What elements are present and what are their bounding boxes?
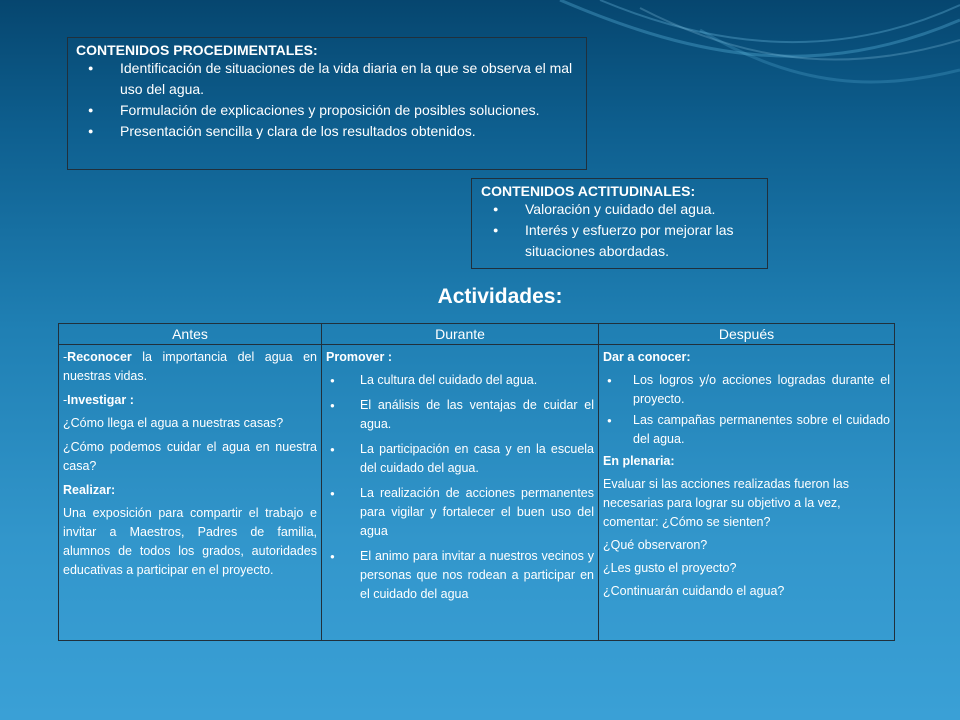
reconocer-text: la importancia del agua en nuestras vidas. <box>63 350 317 383</box>
plenaria-text: Evaluar si las acciones realizadas fueron las necesarias para lograr su objetivo a la vez, comentar: ¿Cómo se sienten? <box>603 477 849 529</box>
header-durante: Durante <box>322 324 599 345</box>
durante-item: ● La participación en casa y en la escuela del cuidado del agua. <box>326 440 594 478</box>
actitudinal-item: ● Interés y esfuerzo por mejorar las situaciones abordadas. <box>481 220 758 262</box>
procedimental-item: ● Presentación sencilla y clara de los resultados obtenidos. <box>76 121 578 142</box>
plenaria-label: En plenaria: <box>603 454 675 468</box>
procedimental-item: ● Identificación de situaciones de la vida diaria en la que se observa el mal uso del agua. <box>76 58 578 100</box>
antes-question: ¿Cómo llega el agua a nuestras casas? <box>63 416 284 430</box>
antes-cell: -Reconocer la importancia del agua en nuestras vidas. -Investigar : ¿Cómo llega el agua a nuestras casas? ¿Cómo podemos cuidar el agua en nuestra casa? Realizar: Una exposición para compartir el trabajo e invitar a Maestros, Padres de familia, alumnos de todos los grados, autoridades educativas a participar en el proyecto. <box>59 345 322 641</box>
durante-cell <box>322 345 599 641</box>
despues-item: ● Los logros y/o acciones logradas durante el proyecto. <box>603 371 890 409</box>
durante-item: ● El animo para invitar a nuestros vecinos y personas que nos rodean a participar en el cuidado del agua <box>326 547 594 604</box>
actividades-heading: Actividades: <box>437 285 563 308</box>
procedimental-item: ● Formulación de explicaciones y proposición de posibles soluciones. <box>76 100 578 121</box>
despues-cell <box>599 345 895 641</box>
antes-question: ¿Cómo podemos cuidar el agua en nuestra casa? <box>63 440 317 473</box>
contenidos-procedimentales-box <box>67 37 587 170</box>
contenidos-actitudinales-box <box>471 178 768 269</box>
dar-a-conocer-label: Dar a conocer: <box>603 350 691 364</box>
reconocer-label: Reconocer <box>67 350 132 364</box>
procedimentales-title: CONTENIDOS PROCEDIMENTALES: <box>76 42 318 58</box>
header-antes: Antes <box>59 324 322 345</box>
durante-item: ● La cultura del cuidado del agua. <box>326 371 594 390</box>
durante-item: ● La realización de acciones permanentes para vigilar y fortalecer el buen uso del agua <box>326 484 594 541</box>
actitudinales-title: CONTENIDOS ACTITUDINALES: <box>481 183 696 199</box>
header-despues: Después <box>599 324 895 345</box>
realizar-label: Realizar: <box>63 483 116 497</box>
despues-question: ¿Continuarán cuidando el agua? <box>603 584 785 598</box>
despues-question: ¿Qué observaron? <box>603 538 708 552</box>
table-header-row <box>59 324 895 345</box>
actitudinal-item: ● Valoración y cuidado del agua. <box>481 199 758 220</box>
despues-question: ¿Les gusto el proyecto? <box>603 561 737 575</box>
actividades-table <box>58 323 895 641</box>
durante-item: ● El análisis de las ventajas de cuidar el agua. <box>326 396 594 434</box>
realizar-text: Una exposición para compartir el trabajo e invitar a Maestros, Padres de familia, alumnos de todos los grados, autoridades educativas a participar en el proyecto. <box>63 506 317 577</box>
table-row <box>59 345 895 641</box>
despues-item: ● Las campañas permanentes sobre el cuidado del agua. <box>603 411 890 449</box>
investigar-label: Investigar : <box>67 393 134 407</box>
promover-label: Promover : <box>326 350 392 364</box>
